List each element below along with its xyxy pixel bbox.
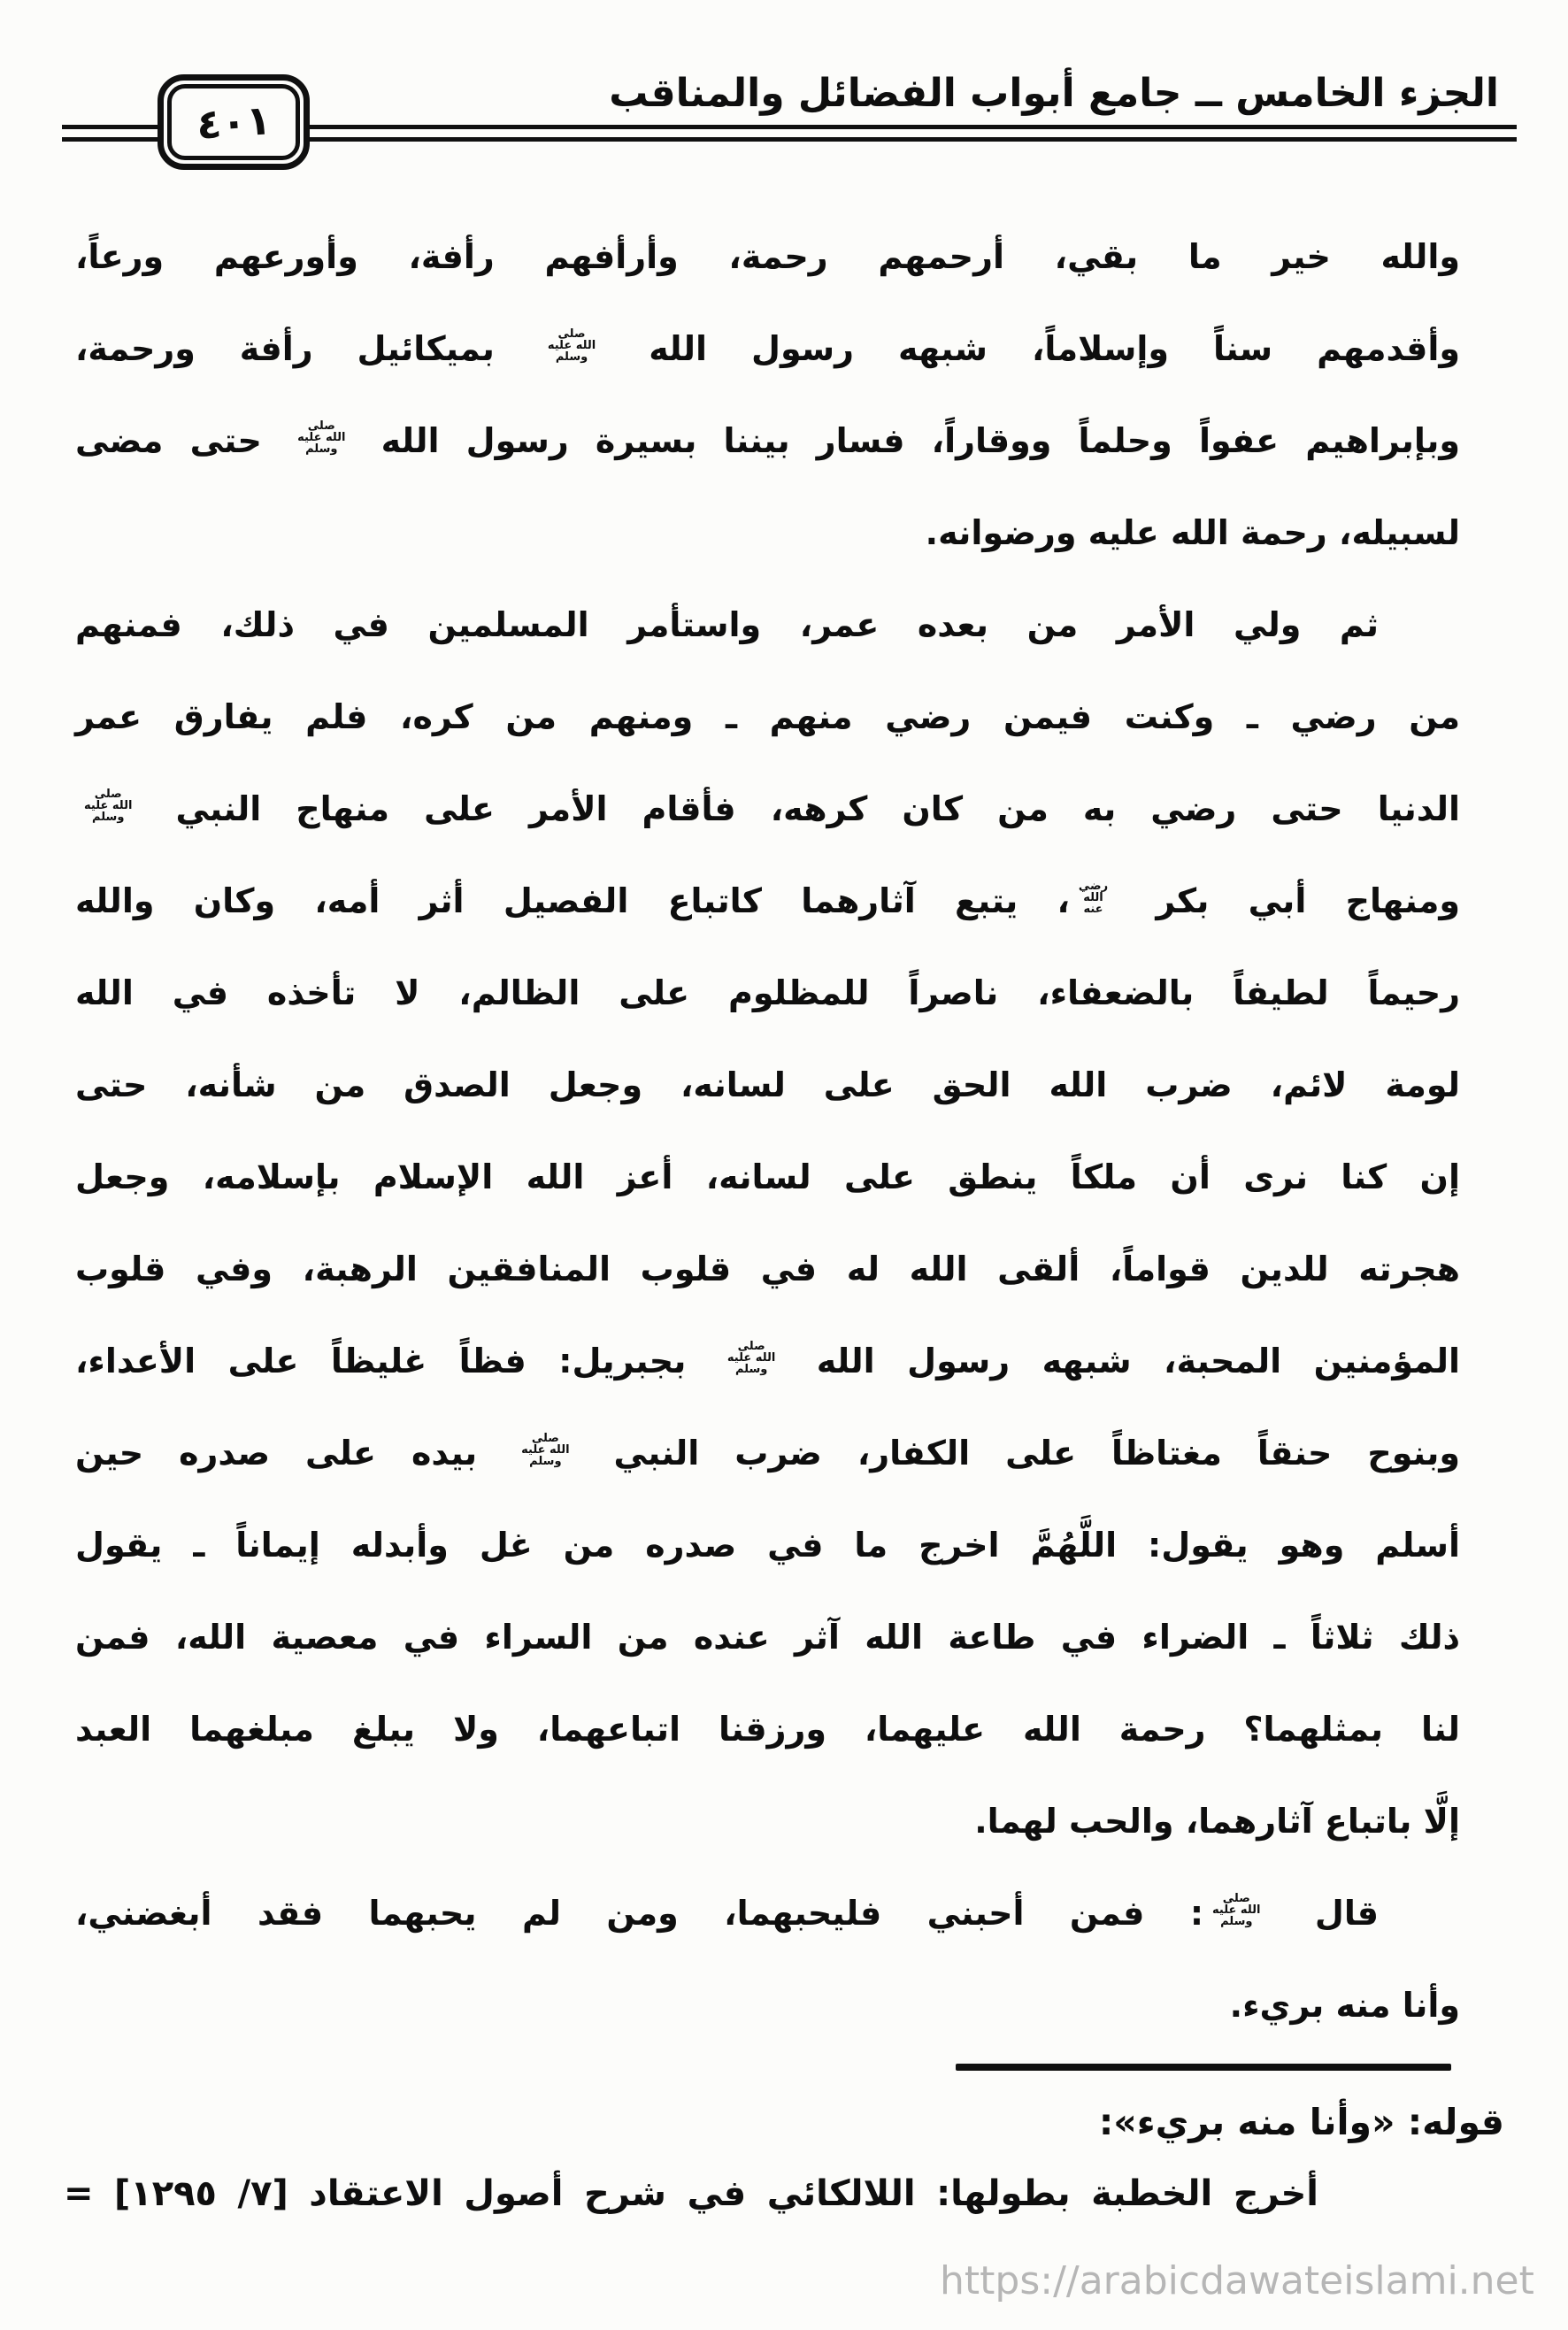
- text-run: وبنوح حنقاً مغتاظاً على الكفار، ضرب النبي: [578, 1434, 1460, 1473]
- text-run: وبإبراهيم عفواً وحلماً ووقاراً، فسار بيننا بسيرة رسول الله: [354, 421, 1461, 460]
- body-line: [75, 763, 1460, 855]
- text-run: ذلك ثلاثاً ـ الضراء في طاعة الله آثر عنده من السراء في معصية الله، فمن: [75, 1618, 1460, 1657]
- body-line: [75, 1223, 1460, 1315]
- footnote-reference: أخرج الخطبة بطولها: اللالكائي في شرح أصول الاعتقاد [٧/ ١٢٩٥] =: [64, 2173, 1318, 2214]
- text-run: والله خير ما بقي، أرحمهم رحمة، وأرأفهم رأفة، وأورعهم ورعاً،: [75, 237, 1460, 276]
- text-run: أسلم وهو يقول: اللَّهُمَّ اخرج ما في صدره من غل وأبدله إيماناً ـ يقول: [75, 1526, 1460, 1565]
- text-run: المؤمنين المحبة، شبهه رسول الله: [784, 1342, 1460, 1380]
- body-line: [75, 1499, 1460, 1591]
- text-run: رحيماً لطيفاً بالضعفاء، ناصراً للمظلوم على الظالم، لا تأخذه في الله: [75, 973, 1460, 1012]
- body-line: [75, 1683, 1460, 1775]
- body-line: [75, 1867, 1460, 1959]
- body-line: [75, 1039, 1460, 1131]
- body-line: [75, 1131, 1460, 1223]
- text-run: بيده على صدره حين: [75, 1434, 513, 1473]
- header-rule-right: [308, 125, 1517, 142]
- text-run: لنا بمثلهما؟ رحمة الله عليهما، ورزقنا اتباعهما، ولا يبلغ مبلغهما العبد: [75, 1710, 1460, 1749]
- text-run: وأقدمهم سناً وإسلاماً، شبهه رسول الله: [604, 329, 1460, 368]
- body-line: [75, 395, 1460, 487]
- text-run: وأنا منه بريء.: [1229, 1986, 1460, 2025]
- body-line: [75, 211, 1460, 303]
- page-number: ٤٠١: [195, 96, 273, 149]
- page-number-frame: [167, 84, 300, 160]
- honorific-saw-seal: صلى الله عليه وسلم: [84, 788, 133, 824]
- text-run: ، يتبع آثارهما كاتباع الفصيل أثر أمه، وكان والله: [75, 881, 1070, 920]
- text-run: الدنيا حتى رضي به من كان كرهه، فأقام الأمر على منهاج النبي: [141, 789, 1460, 828]
- body-line: [75, 579, 1460, 671]
- body-line: [75, 947, 1460, 1039]
- header-rule-left: [62, 125, 161, 142]
- body-line: [75, 487, 1460, 579]
- text-run: هجرته للدين قواماً، ألقى الله له في قلوب المنافقين الرهبة، وفي قلوب: [75, 1250, 1460, 1288]
- body-line: [75, 1591, 1460, 1683]
- page-number-badge: [158, 74, 310, 170]
- footnote-separator: [956, 2064, 1451, 2071]
- text-run: قال: [1269, 1894, 1379, 1933]
- text-run: بميكائيل رأفة ورحمة،: [75, 329, 539, 368]
- honorific-saw-seal: صلى الله عليه وسلم: [547, 327, 596, 364]
- body-line: [75, 855, 1460, 947]
- text-run: لسبيله، رحمة الله عليه ورضوانه.: [925, 513, 1460, 552]
- watermark-url: https://arabicdawateislami.net: [940, 2258, 1534, 2303]
- honorific-saw-seal: صلى الله عليه وسلم: [1212, 1892, 1261, 1928]
- body-line: [75, 1315, 1460, 1407]
- text-run: ومنهاج أبي بكر: [1117, 881, 1460, 920]
- body-text: [75, 211, 1460, 2051]
- body-line: [75, 1775, 1460, 1867]
- text-run: : فمن أحبني فليحبهما، ومن لم يحبهما فقد أبغضني،: [75, 1894, 1204, 1933]
- body-line: [75, 303, 1460, 395]
- text-run: إلَّا باتباع آثارهما، والحب لهما.: [974, 1802, 1460, 1841]
- text-run: حتى مضى: [75, 421, 289, 460]
- body-line: [75, 671, 1460, 763]
- text-run: لومة لائم، ضرب الله الحق على لسانه، وجعل الصدق من شأنه، حتى: [75, 1065, 1460, 1104]
- honorific-saw-seal: صلى الله عليه وسلم: [521, 1432, 570, 1468]
- text-run: بجبريل: فظاً غليظاً على الأعداء،: [75, 1342, 719, 1380]
- text-run: من رضي ـ وكنت فيمن رضي منهم ـ ومنهم من كره، فلم يفارق عمر: [75, 697, 1460, 736]
- honorific-saw-seal: صلى الله عليه وسلم: [297, 419, 346, 456]
- honorific-ra-seal: رضي الله عنه: [1078, 880, 1109, 916]
- body-line: [75, 1407, 1460, 1499]
- page-header-title: الجزء الخامس ــ جامع أبواب الفضائل والمناقب: [609, 71, 1499, 116]
- text-run: إن كنا نرى أن ملكاً ينطق على لسانه، أعز الله الإسلام بإسلامه، وجعل: [75, 1157, 1460, 1196]
- text-run: ثم ولي الأمر من بعده عمر، واستأمر المسلمين في ذلك، فمنهم: [75, 605, 1379, 644]
- footnote-lemma: قوله: «وأنا منه بريء»:: [1098, 2101, 1504, 2143]
- honorific-saw-seal: صلى الله عليه وسلم: [726, 1340, 776, 1376]
- body-line: [75, 1959, 1460, 2051]
